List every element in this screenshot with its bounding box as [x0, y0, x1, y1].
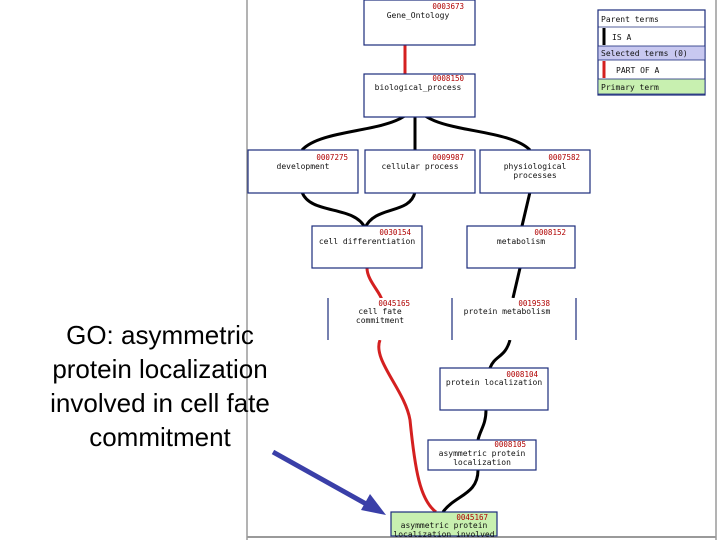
edge-asymloc-primary [443, 470, 478, 512]
node-cellular-process[interactable] [365, 150, 475, 193]
node-id: 0008152 [534, 228, 566, 237]
edge-metabolism-proteinmetabolism [513, 268, 520, 298]
caption-line: commitment [89, 422, 231, 452]
node-protein-metabolism[interactable] [458, 298, 568, 340]
node-id: 0007275 [316, 153, 348, 162]
node-development[interactable] [248, 150, 358, 193]
node-label: Gene_Ontology [386, 11, 450, 20]
node-physiological-processes[interactable] [480, 150, 590, 193]
node-protein-localization[interactable] [440, 368, 548, 410]
arrow-head [361, 494, 386, 515]
node-label: asymmetric protein [400, 521, 488, 530]
legend-selected-terms: Selected terms (0) [601, 49, 688, 58]
node-label: biological_process [374, 83, 462, 92]
node-id: 0009987 [432, 153, 464, 162]
legend [598, 10, 705, 95]
legend-parent-terms: Parent terms [601, 15, 659, 24]
node-label: localization involved [393, 530, 495, 539]
node-label: protein metabolism [463, 307, 551, 316]
edge-development-celldiff [302, 192, 365, 228]
node-cell-fate-commitment[interactable] [340, 298, 412, 340]
caption-line: involved in cell fate [50, 388, 270, 418]
caption-line: GO: asymmetric [66, 320, 254, 350]
node-cell-differentiation[interactable] [312, 226, 422, 268]
node-id: 0003673 [432, 2, 464, 11]
node-label: asymmetric protein [438, 449, 526, 458]
node-id: 0008150 [432, 74, 464, 83]
node-label: cell fate [358, 307, 402, 316]
edge-proteinmetabolism-proteinloc [490, 340, 510, 368]
edge-celldiff-cellfate [367, 268, 382, 300]
node-label: physiological [503, 162, 567, 171]
node-id: 0007582 [548, 153, 580, 162]
node-primary-term[interactable] [391, 512, 497, 539]
node-label: cell differentiation [318, 237, 416, 246]
edge-proteinloc-asymloc [478, 410, 486, 440]
arrow-shaft [273, 452, 368, 505]
node-label: metabolism [496, 237, 546, 246]
node-label: processes [513, 171, 557, 180]
legend-is-a: IS A [612, 33, 632, 42]
edge-cellular-celldiff [365, 192, 415, 228]
node-label: protein localization [445, 378, 543, 387]
node-id: 0030154 [379, 228, 411, 237]
node-id: 0008105 [494, 440, 526, 449]
node-id: 0008104 [506, 370, 538, 379]
node-id: 0045165 [378, 299, 410, 308]
node-label: development [276, 162, 330, 171]
caption-line: protein localization [52, 354, 268, 384]
node-label: commitment [355, 316, 405, 325]
pointer-arrow [273, 452, 386, 515]
node-metabolism[interactable] [467, 226, 575, 268]
node-biological-process[interactable] [364, 74, 475, 117]
caption [10, 318, 310, 454]
legend-part-of-a: PART OF A [616, 66, 660, 75]
legend-primary-term: Primary term [601, 83, 659, 92]
node-label: localization [453, 458, 511, 467]
node-id: 0019538 [518, 299, 550, 308]
edge-cellfate-primary [379, 340, 436, 512]
edge-physiological-metabolism [522, 192, 530, 226]
node-id: 0045167 [456, 513, 488, 522]
node-gene-ontology[interactable] [364, 0, 475, 45]
node-asymmetric-protein-localization[interactable] [428, 440, 536, 470]
node-label: cellular process [381, 162, 459, 171]
